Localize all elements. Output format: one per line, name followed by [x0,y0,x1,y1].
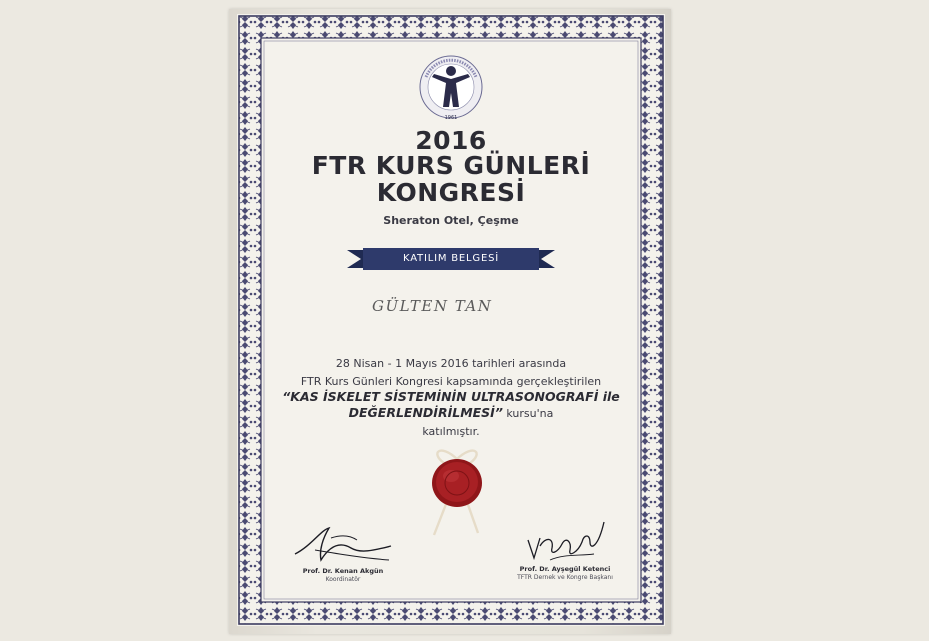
course-title [237,389,665,422]
signature-block-president [495,518,635,581]
body-line-congress: FTR Kurs Günleri Kongresi kapsamında gerçekleştirilen [300,375,602,388]
course-title-line-2-text: DEĞERLENDİRİLMESİ” [348,405,503,420]
signature-scribble [520,518,610,564]
certificate-year: 2016 [415,126,487,155]
certificate-title-line-2: KONGRESİ [376,178,526,207]
certificate [237,14,665,626]
svg-text:1961: 1961 [444,115,458,121]
venue-text: Sheraton Otel, Çeşme [383,214,519,227]
ribbon-label: KATILIM BELGESİ [403,253,499,264]
signature-block-coordinator [283,524,403,583]
body-line-dates: 28 Nisan - 1 Mayıs 2016 tarihleri arasında [335,357,567,370]
signatory-role: TFTR Dernek ve Kongre Başkanı [517,574,613,581]
course-suffix: kursu'na [502,407,554,420]
signatory-name: Prof. Dr. Ayşegül Ketenci [519,565,611,573]
signatory-role: Koordinatör [325,576,361,583]
course-title-line-2 [237,405,665,422]
body-line-attended: katılmıştır. [422,425,480,438]
association-logo [416,53,486,125]
certificate-title-line-1: FTR KURS GÜNLERİ [311,151,591,180]
wax-seal [412,437,502,542]
signatory-name: Prof. Dr. Kenan Akgün [302,567,384,575]
recipient-name: GÜLTEN TAN [372,297,493,315]
signature-scribble [291,524,395,566]
course-title-line-1: “KAS İSKELET SİSTEMİNİN ULTRASONOGRAFİ ile [282,389,620,404]
